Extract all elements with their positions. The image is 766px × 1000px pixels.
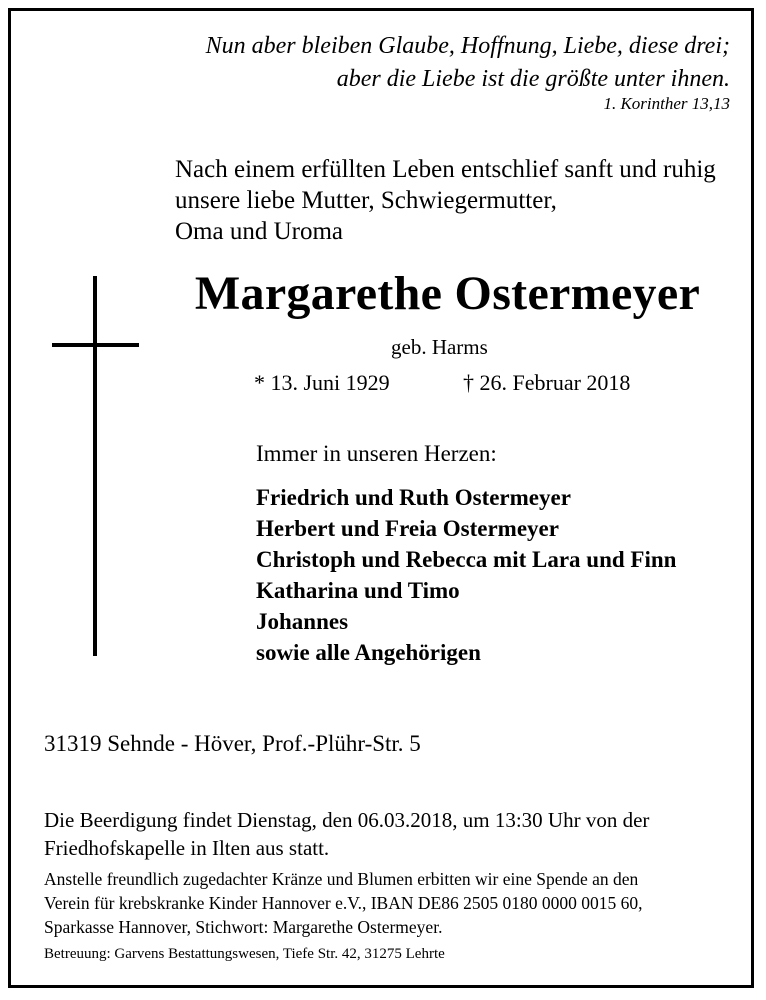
death-date: † 26. Februar 2018 xyxy=(463,370,631,395)
funeral-line-2: Friedhofskapelle in Ilten aus statt. xyxy=(44,836,330,860)
donation-line-1: Anstelle freundlich zugedachter Kränze und Blumen erbitten wir eine Spende an den xyxy=(44,869,639,889)
mourner-name: Johannes xyxy=(256,609,349,634)
verse-line-1: Nun aber bleiben Glaube, Hoffnung, Liebe, diese drei; xyxy=(205,33,730,59)
mourner-name: Christoph und Rebecca mit Lara und Finn xyxy=(256,547,677,572)
funeral-line-1: Die Beerdigung findet Dienstag, den 06.03.2018, um 13:30 Uhr von der xyxy=(44,808,650,832)
intro-line-2: unsere liebe Mutter, Schwiegermutter, xyxy=(175,187,557,214)
mourner-name: Friedrich und Ruth Ostermeyer xyxy=(256,485,571,510)
intro-line-3: Oma und Uroma xyxy=(175,218,344,245)
intro-line-1: Nach einem erfüllten Leben entschlief sanft und ruhig xyxy=(175,156,716,183)
mourner-name: Herbert und Freia Ostermeyer xyxy=(256,516,559,541)
donation-line-2: Verein für krebskranke Kinder Hannover e.V., IBAN DE86 2505 0180 0000 0015 60, xyxy=(44,893,643,913)
deceased-name: Margarethe Ostermeyer xyxy=(194,267,701,320)
maiden-name: geb. Harms xyxy=(391,335,488,359)
mourner-name: Katharina und Timo xyxy=(256,578,460,603)
funeral-home-credit: Betreuung: Garvens Bestattungswesen, Tiefe Str. 42, 31275 Lehrte xyxy=(44,946,445,962)
birth-date: * 13. Juni 1929 xyxy=(254,370,390,395)
donation-line-3: Sparkasse Hannover, Stichwort: Margarethe Ostermeyer. xyxy=(44,917,443,937)
cross-icon-horizontal xyxy=(52,343,139,347)
mourners-heading: Immer in unseren Herzen: xyxy=(256,441,497,466)
verse-line-2: aber die Liebe ist die größte unter ihnen. xyxy=(336,66,730,92)
mourner-name: sowie alle Angehörigen xyxy=(256,640,481,665)
verse-reference: 1. Korinther 13,13 xyxy=(603,94,730,113)
family-address: 31319 Sehnde - Höver, Prof.-Plühr-Str. 5 xyxy=(44,731,421,756)
cross-icon-vertical xyxy=(93,276,97,656)
